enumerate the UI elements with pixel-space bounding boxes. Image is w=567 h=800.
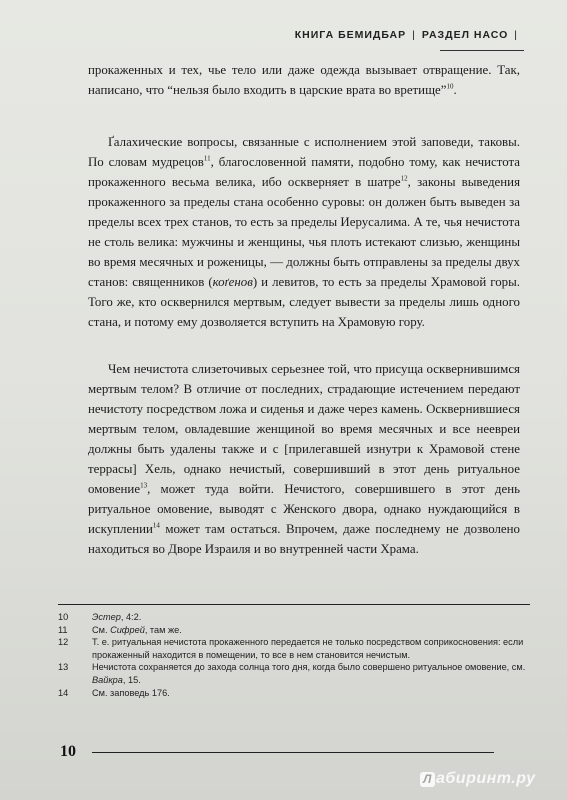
paragraph-text: Чем нечистота слизеточивых серьезнее той, что присуща осквернившимся мертвым телом? В отличие от последних, страдающие истечением передают нечистоту посредством ложа и сиденья и даже через камень. Осквернившиеся мертвым телом, овладевшие женщиной во время месячных и все неевреи должны быть удалены также и с [прилегавшей изнутри к Храмовой стене террасы] Хель, однако нечистый, совершивший в этот день ритуальное омовение (88, 362, 520, 496)
header-rule (440, 50, 524, 51)
header-separator: | (514, 29, 518, 41)
labirint-watermark (420, 770, 536, 788)
footnote-number: 11 (58, 624, 68, 635)
paragraph-text: прокаженных и тех, чье тело или даже одежда вызывает отвращение. Так, написано, что “нельзя было входить в царские врата во вретище” (88, 63, 520, 97)
paragraph-3: Чем нечистота слизеточивых серьезнее той, что присуща осквернившимся мертвым телом? В отличие от последних, страдающие истечением передают нечистоту посредством ложа и сиденья и даже через камень. Осквернившиеся мертвым телом, овладевшие женщиной во время месячных и все неевреи должны быть удалены также и с [прилегавшей изнутри к Храмовой стене террасы] Хель, однако нечистый, совершивший в этот день ритуальное омовение$^{13}$, может туда войти. Нечистого, совершившего в этот день ритуальное омовение, выводят с Женского двора, однако нуждающийся в искуплении$^{14}$ может там остаться. Впрочем, даже последнему не дозволено находиться во Дворе Израиля и во внутренней части Храма. (88, 362, 520, 556)
footnote-ref: 14 (152, 521, 160, 530)
footer-rule (92, 752, 494, 753)
watermark-text: абиринт.ру (436, 770, 536, 787)
header-section-title: РАЗДЕЛ НАСО (421, 29, 509, 41)
footnote: 10 Эстер, 4:2. (58, 612, 142, 622)
footnote-number: 14 (58, 687, 69, 698)
footnote-separator (58, 604, 530, 605)
footnote: 13 Нечистота сохраняется до захода солнца того дня, когда было совершено ритуальное омовение, см. Вайкра, 15. (58, 662, 526, 685)
watermark-badge: Л (420, 772, 435, 787)
footnote-number: 12 (58, 637, 69, 648)
italic-term: коґенов (212, 275, 253, 289)
header-book-title: КНИГА БЕМИДБАР (294, 29, 407, 41)
footnote-ref: 13 (140, 481, 148, 490)
paragraph-text: Ґалахические вопросы, связанные с исполнением этой заповеди, таковы. По словам мудрецов (88, 135, 520, 169)
page-number: 10 (60, 743, 76, 760)
footnote: 12 Т. е. ритуальная нечистота прокаженного передается не только посредством соприкосновения: если прокаженный находится в помещении, то все в нем становится нечистым. (58, 637, 524, 660)
paragraph-2: Ґалахические вопросы, связанные с исполнением этой заповеди, таковы. По словам мудрецов$^{11}$, благословенной памяти, подобно тому, как нечистота прокаженного весьма велика, ибо оскверняет в шатре$^{12}$, законы выведения прокаженного за пределы стана особенно суровы: он должен быть выведен за пределы всех трех станов, то есть за пределы Иерусалима. А те, чья нечистота не столь велика: мужчины и женщины, чья плоть истекают слизью, женщины во время месячных и роженицы, — должны быть отправлены за пределы двух станов: священников (коґенов) и левитов, то есть за пределы Храмовой горы. Того же, кто осквернился мертвым, следует вывести за пределы лишь одного стана, и потому ему дозволяется вступить на Храмовую гору. (88, 135, 520, 329)
footnote-number: 13 (58, 662, 69, 673)
footnote-ref: 11 (203, 154, 211, 163)
footnote: 14 См. заповедь 176. (58, 687, 170, 698)
running-header (295, 29, 524, 41)
header-separator: | (412, 29, 416, 41)
footnotes (58, 611, 530, 699)
footnote-ref: 10 (446, 82, 454, 91)
footnote: 11 См. Сифрей, там же. (58, 624, 182, 635)
footnote-number: 10 (58, 612, 69, 622)
paragraph-1: прокаженных и тех, чье тело или даже одежда вызывает отвращение. Так, написано, что “нельзя было входить в царские врата во вретище”$^{10}$. (88, 63, 520, 97)
footnote-ref: 12 (400, 174, 408, 183)
